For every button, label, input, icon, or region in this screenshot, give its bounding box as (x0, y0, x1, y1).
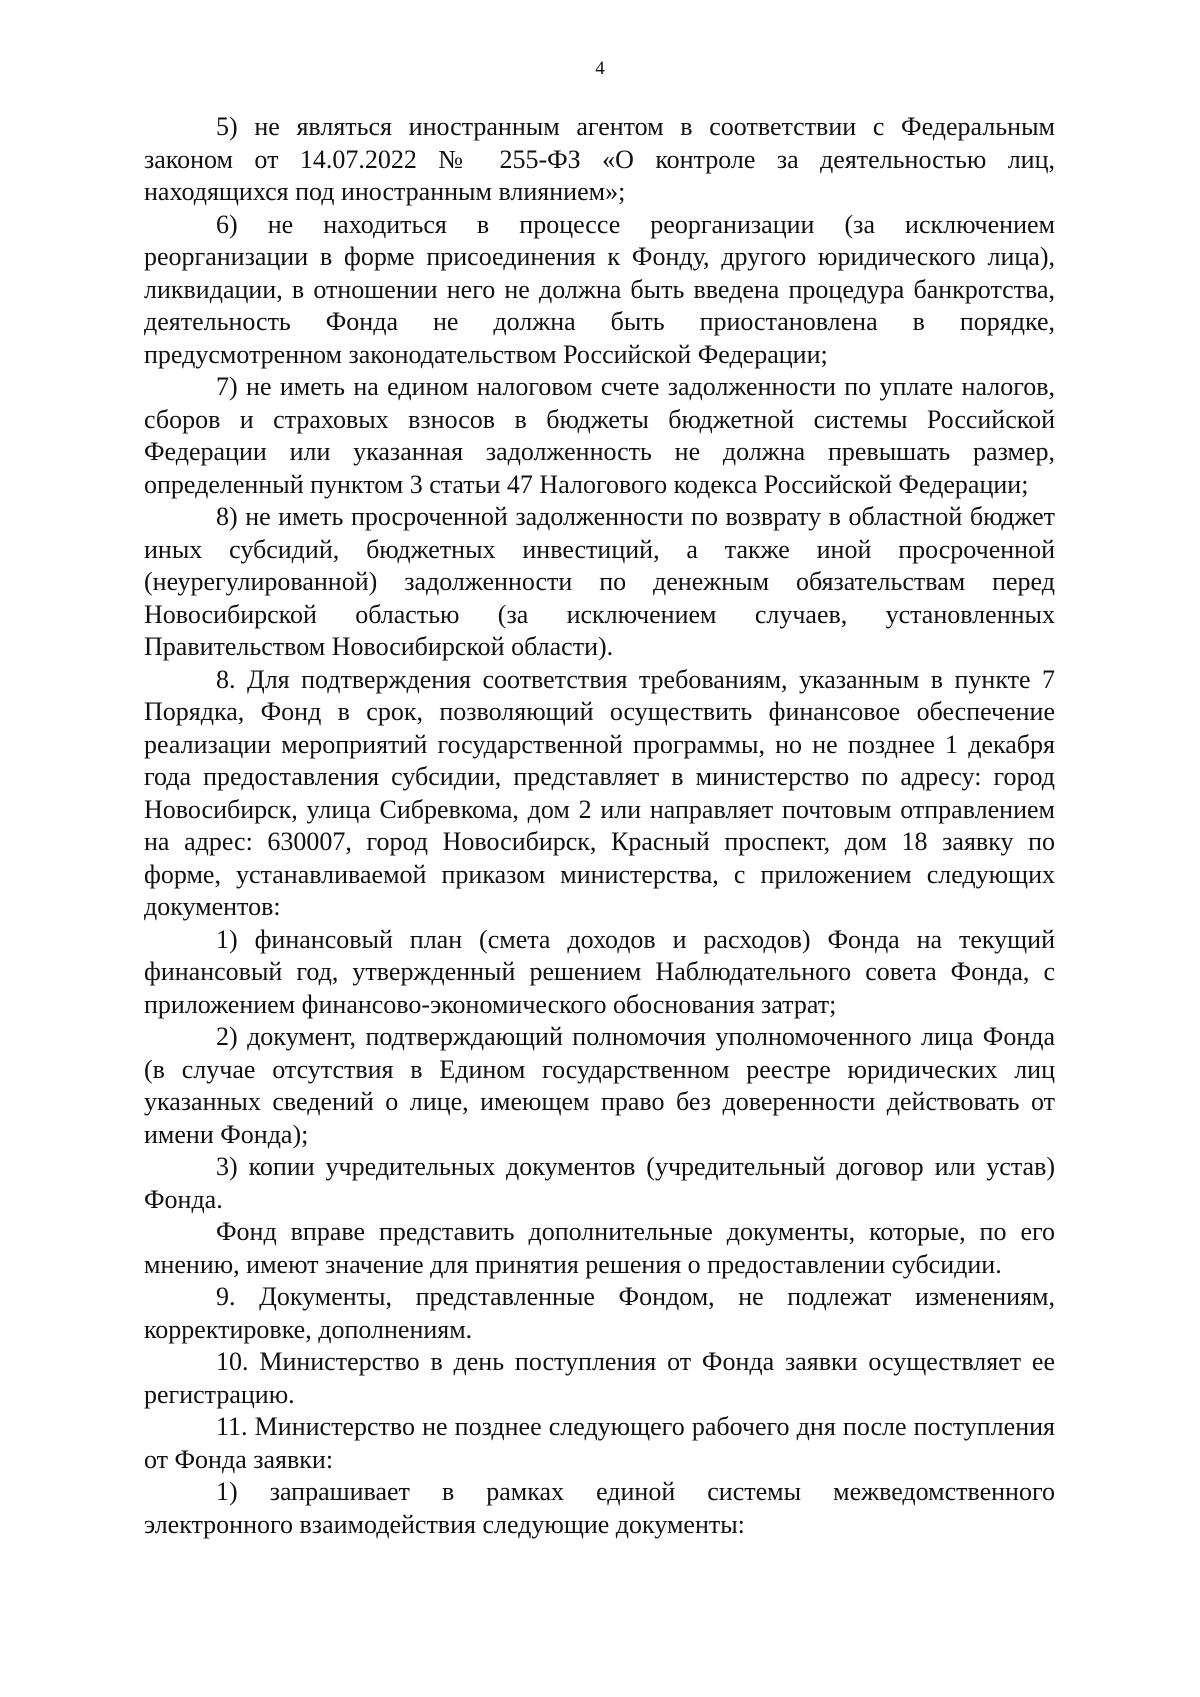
document-body (144, 111, 1055, 1541)
paragraph-clause-11-item-1: 1) запрашивает в рамках единой системы межведомственного электронного взаимодействия следующие документы: (144, 1477, 1055, 1539)
paragraph-item-6-reorganization: 6) не находиться в процессе реорганизации (за исключением реорганизации в форме присоединения к Фонду, другого юридического лица), ликвидации, в отношении него не должна быть введена процедура банкротства, деятельность Фонда не должна быть приостановлена в порядке, предусмотренном законодательством Российской Федерации; (144, 209, 1055, 369)
paragraph-doc-1-financial-plan: 1) финансовый план (смета доходов и расходов) Фонда на текущий финансовый год, утвержденный решением Наблюдательного совета Фонда, с приложением финансово-экономического обоснования затрат; (144, 924, 1055, 1019)
paragraph-doc-3-founding-documents: 3) копии учредительных документов (учредительный договор или устав) Фонда. (144, 1152, 1055, 1214)
paragraph-item-5-foreign-agent: 5) не являться иностранным агентом в соответствии с Федеральным законом от 14.07.2022 № 255-ФЗ «О контроле за деятельностью лиц, находящихся под иностранным влиянием»; (144, 112, 1055, 206)
paragraph-clause-11: 11. Министерство не позднее следующего рабочего дня после поступления от Фонда заявки: (144, 1412, 1055, 1474)
page-number: 4 (595, 58, 605, 79)
paragraph-doc-2-authority: 2) документ, подтверждающий полномочия уполномоченного лица Фонда (в случае отсутствия в Едином государственном реестре юридических лиц указанных сведений о лице, имеющем право без доверенности действовать от имени Фонда); (144, 1022, 1055, 1149)
paragraph-item-7-tax-debt: 7) не иметь на едином налоговом счете задолженности по уплате налогов, сборов и страховых взносов в бюджеты бюджетной системы Российской Федерации или указанная задолженность не должна превышать размер, определенный пунктом 3 статьи 47 Налогового кодекса Российской Федерации; (144, 372, 1055, 499)
paragraph-clause-10: 10. Министерство в день поступления от Фонда заявки осуществляет ее регистрацию. (144, 1347, 1055, 1409)
paragraph-clause-8: 8. Для подтверждения соответствия требованиям, указанным в пункте 7 Порядка, Фонд в срок, позволяющий осуществить финансовое обеспечение реализации мероприятий государственной программы, но не позднее 1 декабря года предоставления субсидии, представляет в министерство по адресу: город Новосибирск, улица Сибревкома, дом 2 или направляет почтовым отправлением на адрес: 630007, город Новосибирск, Красный проспект, дом 18 заявку по форме, устанавливаемой приказом министерства, с приложением следующих документов: (144, 664, 1055, 921)
paragraph-item-8-overdue-debt: 8) не иметь просроченной задолженности по возврату в областной бюджет иных субсидий, бюджетных инвестиций, а также иной просроченной (неурегулированной) задолженности по денежным обязательствам перед Новосибирской областью (за исключением случаев, установленных Правительством Новосибирской области). (144, 502, 1055, 661)
paragraph-additional-documents: Фонд вправе представить дополнительные документы, которые, по его мнению, имеют значение для принятия решения о предоставлении субсидии. (144, 1217, 1055, 1279)
paragraph-clause-9: 9. Документы, представленные Фондом, не подлежат изменениям, корректировке, дополнениям. (144, 1282, 1055, 1344)
